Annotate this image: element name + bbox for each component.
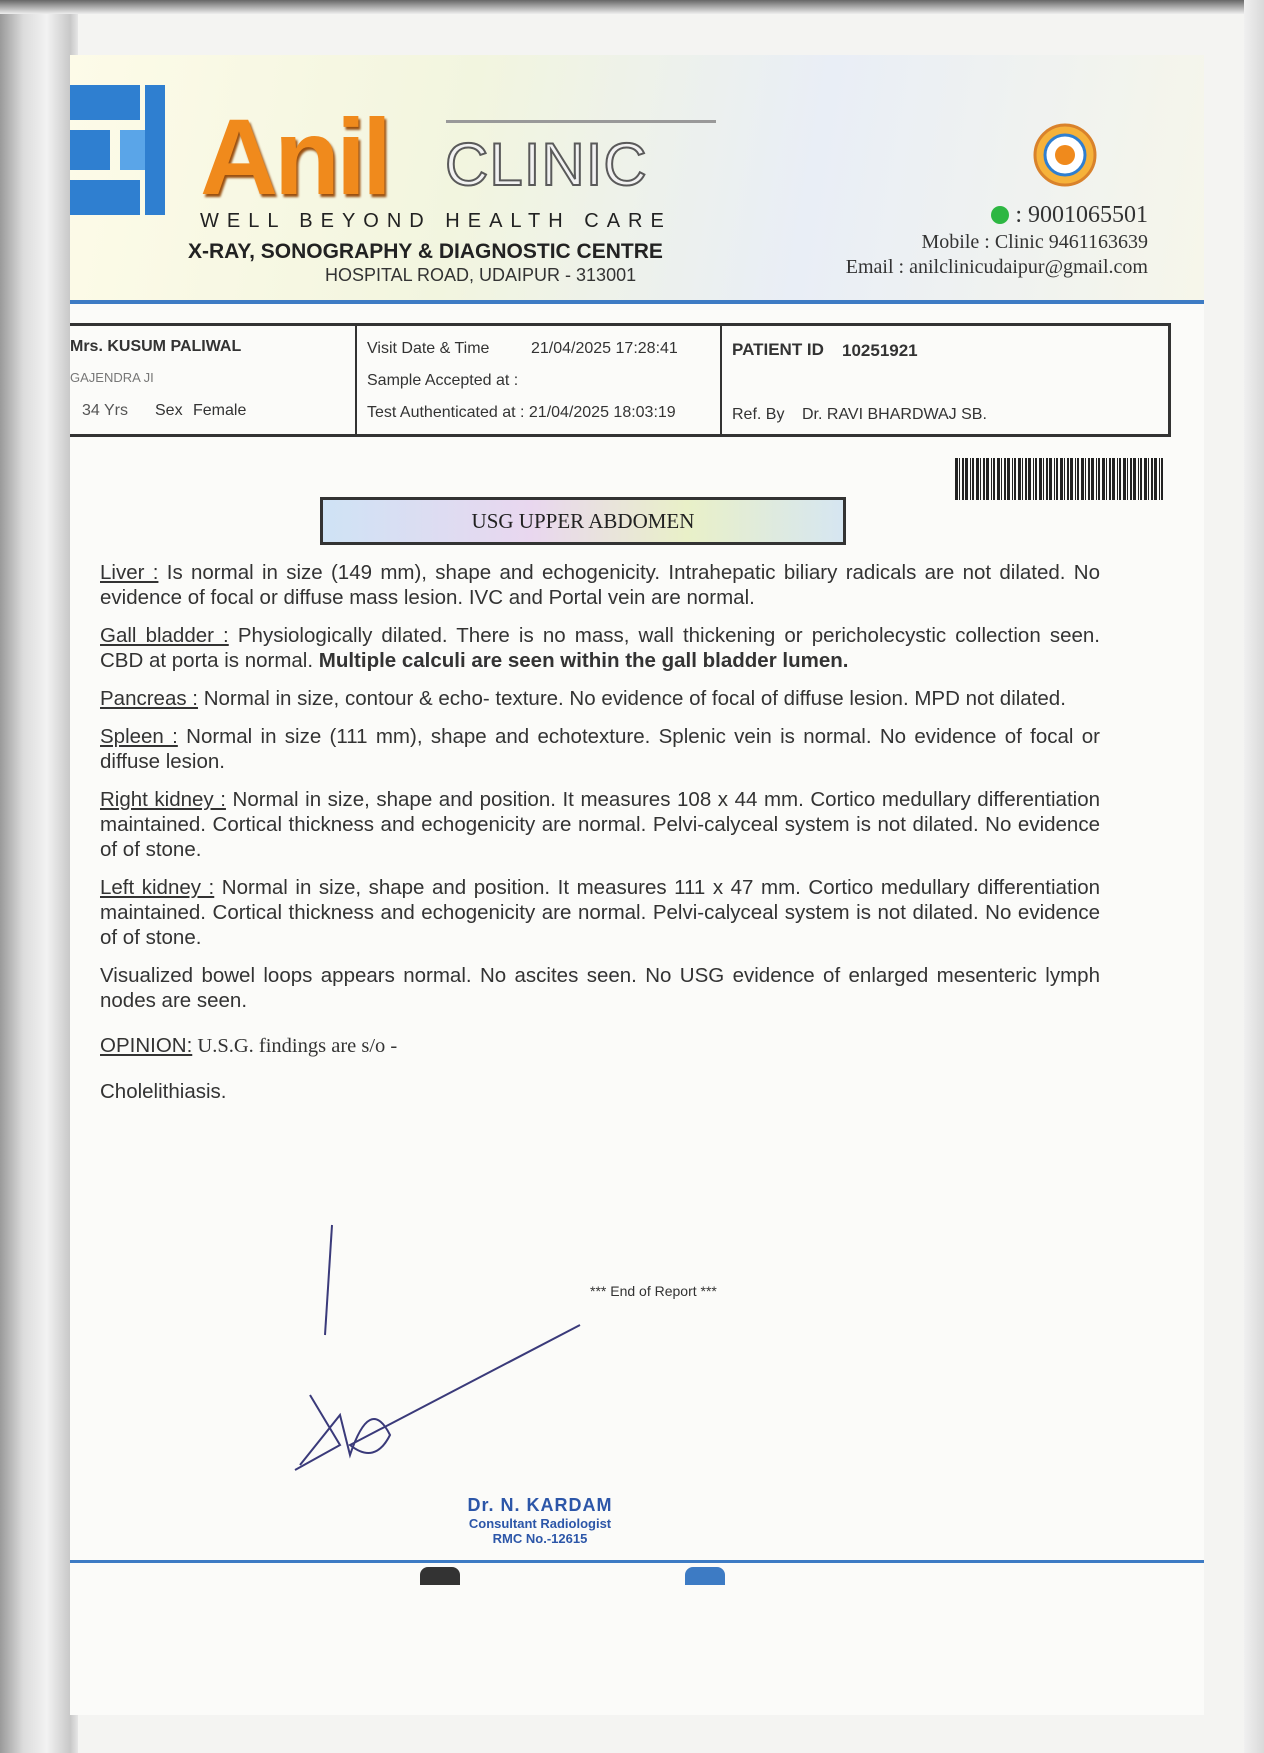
clinic-email: Email : anilclinicudaipur@gmail.com (845, 256, 1148, 278)
clinic-brand: Anil (200, 96, 388, 217)
barcode-image (955, 458, 1165, 500)
auth-value: : 21/04/2025 18:03:19 (520, 404, 676, 421)
doctor-reg: RMC No.-12615 (492, 1531, 588, 1546)
book-spine-shadow (0, 0, 78, 1753)
clinic-mobile: Mobile : Clinic 9461163639 (921, 231, 1148, 253)
patient-age: 34 Yrs (82, 402, 128, 419)
whatsapp-icon (991, 206, 1009, 224)
finding-text: Normal in size (111 mm), shape and echotexture. Splenic vein is normal. No evidence of focal or diffuse lesion. (100, 725, 1100, 773)
patient-sex-label: Sex (155, 402, 183, 419)
opinion-label: OPINION: (100, 1034, 193, 1057)
patient-timing-col (355, 326, 722, 434)
letterhead (70, 55, 1204, 304)
auth-label: Test Authenticated at (367, 404, 516, 421)
patient-id-label: PATIENT ID (732, 340, 824, 359)
top-edge-shadow (0, 0, 1264, 14)
finding-text: Normal in size, contour & echo- texture. No evidence of focal of diffuse lesion. MPD not dilated. (198, 687, 1066, 710)
clinic-tagline: WELL BEYOND HEALTH CARE (200, 210, 672, 232)
finding-text: Normal in size, shape and position. It measures 111 x 47 mm. Cortico medullary differentiation maintained. Cortical thickness and echogenicity are normal. Pelvi-calyceal system is not dilated. No evidence of of stone. (100, 876, 1100, 949)
clinic-cross-logo (70, 85, 180, 215)
finding-spleen (100, 724, 1100, 774)
patient-relation: GAJENDRA JI (70, 370, 154, 385)
finding-label: Liver : (100, 561, 159, 584)
patient-id-value: 10251921 (842, 341, 918, 360)
sample-label: Sample Accepted at : (367, 372, 519, 389)
ref-label: Ref. By (732, 406, 785, 423)
clinic-centre: X-RAY, SONOGRAPHY & DIAGNOSTIC CENTRE (188, 240, 663, 263)
contact-block (846, 202, 1148, 279)
finding-highlight: Multiple calculi are seen within the gall bladder lumen. (318, 649, 849, 672)
finding-left-kidney (100, 875, 1100, 950)
end-of-report: *** End of Report *** (590, 1283, 717, 1299)
visit-value: 21/04/2025 17:28:41 (531, 340, 678, 357)
finding-liver (100, 560, 1100, 610)
finding-right-kidney (100, 787, 1100, 862)
signature-image (280, 1215, 700, 1485)
finding-label: Gall bladder : (100, 624, 229, 647)
social-icon (685, 1567, 725, 1585)
ref-value: Dr. RAVI BHARDWAJ SB. (802, 406, 987, 423)
finding-gall-bladder (100, 623, 1100, 673)
doctor-block (370, 1495, 710, 1546)
finding-label: Right kidney : (100, 788, 226, 811)
finding-text: Physiologically dilated. There is no mass, wall thickening or pericholecystic collection seen. CBD at porta is normal. (100, 624, 1100, 672)
instagram-icon (420, 1567, 460, 1585)
patient-name: Mrs. KUSUM PALIWAL (70, 338, 242, 355)
finding-label: Pancreas : (100, 687, 198, 710)
clinic-brand-suffix: CLINIC (445, 131, 648, 198)
patient-sex: Female (193, 402, 247, 419)
report-title: USG UPPER ABDOMEN (320, 497, 846, 545)
doctor-title: Consultant Radiologist (468, 1516, 612, 1531)
opinion (100, 1033, 1100, 1059)
finding-label: Spleen : (100, 725, 178, 748)
finding-pancreas (100, 686, 1100, 711)
finding-label: Left kidney : (100, 876, 215, 899)
clinic-address: HOSPITAL ROAD, UDAIPUR - 313001 (325, 265, 637, 285)
patient-info-box (70, 323, 1171, 437)
brand-rule (446, 120, 716, 123)
finding-bowel: Visualized bowel loops appears normal. No ascites seen. No USG evidence of enlarged mesenteric lymph nodes are seen. (100, 964, 1100, 1012)
right-page-edge (1244, 0, 1264, 1753)
impression: Cholelithiasis. (100, 1080, 227, 1103)
findings-section (100, 560, 1100, 1117)
footer-rule (70, 1560, 1204, 1563)
finding-text: Is normal in size (149 mm), shape and echogenicity. Intrahepatic biliary radicals are not dilated. No evidence of focal or diffuse mass lesion. IVC and Portal vein are normal. (100, 561, 1100, 609)
visit-label: Visit Date & Time (367, 340, 490, 357)
report-page (70, 55, 1204, 1715)
finding-text: Normal in size, shape and position. It measures 108 x 44 mm. Cortico medullary differentiation maintained. Cortical thickness and echogenicity are normal. Pelvi-calyceal system is not dilated. No evidence of of stone. (100, 788, 1101, 861)
patient-identity-col (70, 326, 357, 434)
doctor-name: Dr. N. KARDAM (467, 1495, 613, 1515)
nabh-badge-icon (1030, 120, 1100, 190)
patient-id-col (722, 326, 1166, 434)
clinic-phone: : 9001065501 (1015, 202, 1148, 228)
opinion-value: U.S.G. findings are s/o - (192, 1035, 398, 1057)
